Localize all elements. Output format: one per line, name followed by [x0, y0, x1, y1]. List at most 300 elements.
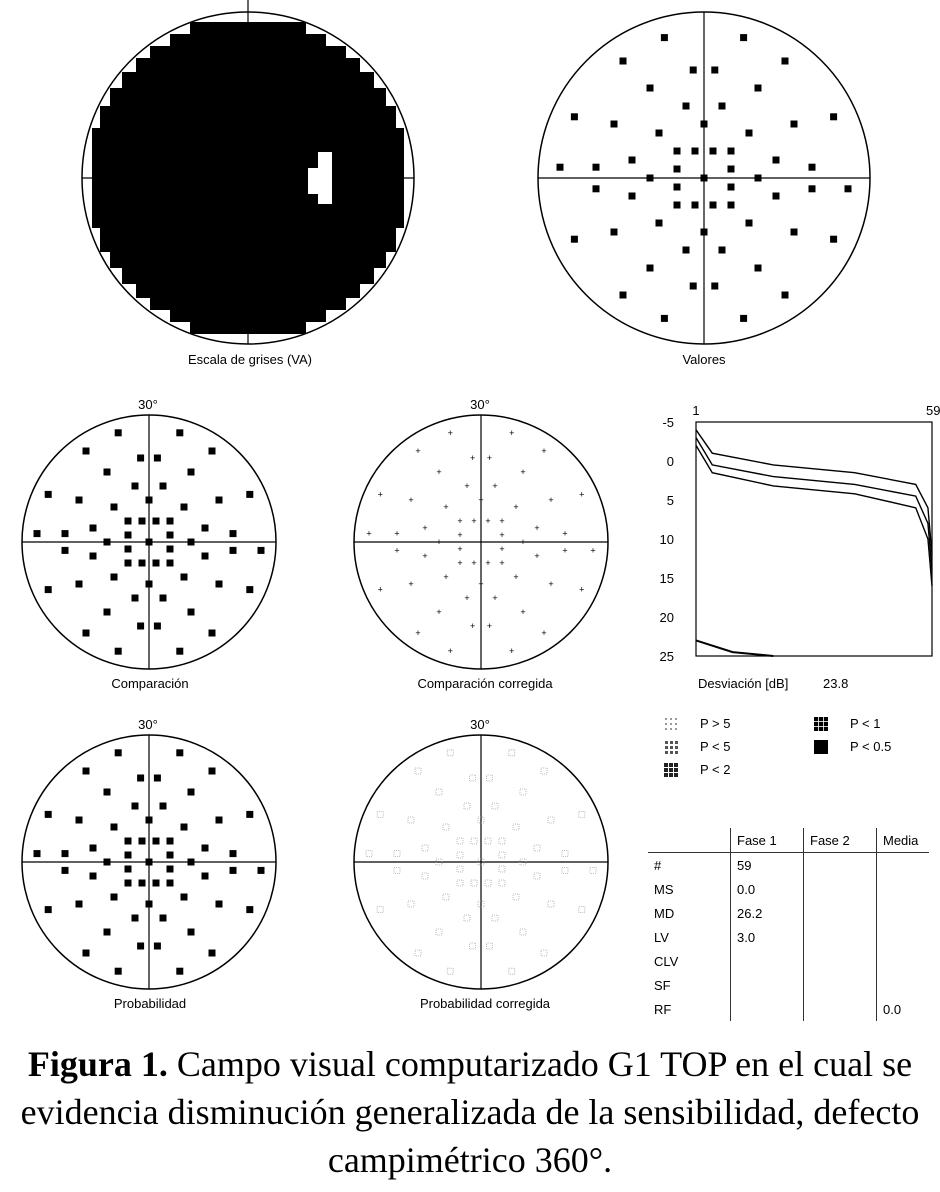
field-point	[104, 469, 111, 476]
field-point	[115, 968, 122, 975]
field-point: +	[499, 544, 505, 554]
field-point	[181, 824, 188, 831]
stats-value	[877, 925, 930, 949]
field-point	[167, 838, 174, 845]
field-point	[125, 532, 132, 539]
field-point	[647, 85, 654, 92]
field-point: +	[520, 537, 526, 547]
field-point	[246, 491, 253, 498]
field-point	[656, 220, 663, 227]
field-point	[137, 775, 144, 782]
field-point	[146, 901, 153, 908]
stats-label: #	[654, 857, 662, 873]
field-point	[115, 429, 122, 436]
field-point	[45, 811, 52, 818]
stats-value	[804, 949, 877, 973]
field-point	[692, 148, 699, 155]
field-point	[202, 873, 209, 880]
field-point	[181, 574, 188, 581]
stats-value	[804, 973, 877, 997]
field-point	[499, 838, 505, 844]
field-point	[690, 67, 697, 74]
comparison-field	[20, 413, 278, 671]
field-point: +	[499, 530, 505, 540]
field-point	[160, 595, 167, 602]
field-point	[485, 880, 491, 886]
field-point: +	[471, 516, 477, 526]
field-point: +	[457, 530, 463, 540]
field-point: +	[548, 495, 554, 505]
field-point	[415, 950, 421, 956]
field-point: +	[366, 528, 372, 539]
stats-value	[877, 973, 930, 997]
field-point	[571, 113, 578, 120]
comparison-degree-label: 30°	[138, 397, 158, 412]
legend-swatch-p1	[814, 717, 828, 731]
field-point	[76, 581, 83, 588]
field-point	[76, 497, 83, 504]
stats-table	[648, 828, 929, 1021]
field-point	[137, 623, 144, 630]
field-point	[701, 121, 708, 128]
deviation-chart	[650, 400, 938, 670]
stats-value: 0.0	[731, 877, 804, 901]
field-point	[246, 586, 253, 593]
field-point	[139, 560, 146, 567]
deviation-series-line	[696, 445, 932, 585]
field-point: +	[513, 572, 519, 582]
field-point	[139, 518, 146, 525]
field-point	[216, 581, 223, 588]
probability-caption: Probabilidad	[113, 996, 187, 1011]
field-point	[436, 789, 442, 795]
field-point: +	[447, 427, 453, 438]
field-point	[188, 609, 195, 616]
field-point	[125, 560, 132, 567]
legend-label: P < 2	[700, 762, 731, 777]
stats-value	[731, 973, 804, 997]
probability-field	[20, 733, 278, 991]
field-point	[125, 866, 132, 873]
field-point	[719, 103, 726, 110]
field-point	[153, 838, 160, 845]
field-point	[154, 775, 161, 782]
field-point	[115, 749, 122, 756]
y-tick-label: 25	[659, 649, 674, 664]
field-point	[457, 838, 463, 844]
field-point	[620, 292, 627, 299]
field-point: +	[394, 545, 400, 556]
table-row	[648, 877, 929, 901]
field-point	[590, 867, 596, 873]
deviation-value: 23.8	[823, 676, 849, 691]
field-point	[457, 852, 463, 858]
field-point	[629, 193, 636, 200]
field-point	[146, 497, 153, 504]
field-point	[139, 880, 146, 887]
field-point: +	[457, 558, 463, 568]
y-tick-label: 5	[666, 493, 674, 508]
field-point: +	[436, 537, 442, 547]
field-point	[90, 553, 97, 560]
field-point	[62, 547, 69, 554]
field-point	[728, 184, 735, 191]
field-point: +	[485, 516, 491, 526]
field-point	[656, 130, 663, 137]
field-point	[436, 929, 442, 935]
field-point	[548, 901, 554, 907]
field-point	[216, 817, 223, 824]
field-point	[711, 283, 718, 290]
stats-value	[877, 853, 930, 878]
field-point	[154, 455, 161, 462]
field-point	[611, 229, 618, 236]
field-point: +	[415, 628, 421, 638]
field-point	[188, 789, 195, 796]
field-point	[562, 867, 568, 873]
field-point: +	[579, 489, 585, 500]
field-point: +	[509, 646, 515, 657]
field-point	[845, 185, 852, 192]
stats-value: 26.2	[731, 901, 804, 925]
field-point	[104, 539, 111, 546]
field-point	[34, 850, 41, 857]
field-point	[746, 220, 753, 227]
field-point	[457, 880, 463, 886]
field-point: +	[443, 502, 449, 512]
field-point	[629, 157, 636, 164]
field-point	[499, 866, 505, 872]
probability-corrected-field	[352, 733, 610, 991]
field-point	[230, 530, 237, 537]
stats-label: SF	[654, 977, 671, 993]
field-point	[782, 58, 789, 65]
field-point	[167, 560, 174, 567]
field-point	[209, 768, 216, 775]
field-point: +	[541, 446, 547, 456]
field-point	[701, 229, 708, 236]
field-point	[202, 525, 209, 532]
field-point	[167, 532, 174, 539]
field-point	[76, 817, 83, 824]
field-point	[773, 157, 780, 164]
field-point: +	[509, 427, 515, 438]
legend-swatch-p05	[814, 740, 828, 754]
field-point	[492, 915, 498, 921]
field-point	[167, 546, 174, 553]
field-point: +	[478, 537, 484, 547]
field-point	[160, 915, 167, 922]
field-point	[674, 166, 681, 173]
field-point: +	[590, 545, 596, 556]
field-point	[111, 574, 118, 581]
field-point	[683, 103, 690, 110]
field-point: +	[548, 579, 554, 589]
field-point	[139, 838, 146, 845]
field-point: +	[457, 516, 463, 526]
y-tick-label: 0	[666, 454, 674, 469]
field-point	[485, 838, 491, 844]
field-point	[534, 873, 540, 879]
field-point: +	[486, 621, 493, 631]
field-point	[464, 915, 470, 921]
field-point	[541, 768, 547, 774]
field-point	[486, 943, 492, 949]
field-point	[160, 803, 167, 810]
stats-value: 0.0	[877, 997, 930, 1021]
field-point	[711, 67, 718, 74]
stats-value	[731, 997, 804, 1021]
field-point	[755, 265, 762, 272]
field-point	[216, 497, 223, 504]
field-point	[34, 530, 41, 537]
field-point	[115, 648, 122, 655]
field-point	[137, 943, 144, 950]
field-point	[830, 236, 837, 243]
x-tick-label: 59	[926, 403, 940, 418]
field-point	[230, 547, 237, 554]
field-point: +	[408, 495, 414, 505]
field-point	[492, 803, 498, 809]
field-point: +	[562, 545, 568, 556]
field-point	[154, 623, 161, 630]
y-tick-label: 20	[659, 610, 674, 625]
field-point	[755, 175, 762, 182]
field-point	[188, 539, 195, 546]
field-point: +	[464, 481, 470, 491]
field-point: +	[457, 544, 463, 554]
field-point	[562, 851, 568, 857]
field-point: +	[447, 646, 453, 657]
field-point	[701, 175, 708, 182]
field-point	[408, 901, 414, 907]
stats-header: Media	[877, 828, 930, 853]
field-point	[167, 852, 174, 859]
field-point	[746, 130, 753, 137]
field-point: +	[377, 584, 383, 595]
field-point: +	[408, 579, 414, 589]
field-point	[62, 530, 69, 537]
field-point	[773, 193, 780, 200]
field-point	[548, 817, 554, 823]
field-point	[710, 202, 717, 209]
field-point	[674, 202, 681, 209]
field-point	[45, 491, 52, 498]
field-point	[728, 166, 735, 173]
field-point	[90, 525, 97, 532]
legend-swatch-p5b	[664, 740, 678, 754]
field-point: +	[562, 528, 568, 539]
field-point	[471, 838, 477, 844]
field-point	[443, 894, 449, 900]
field-point	[125, 852, 132, 859]
field-point	[111, 504, 118, 511]
field-point: +	[534, 551, 540, 561]
field-point	[62, 867, 69, 874]
field-point	[513, 894, 519, 900]
legend-swatch-p2	[664, 763, 678, 777]
field-point	[83, 630, 90, 637]
stats-value: 59	[731, 853, 804, 878]
field-point: +	[541, 628, 547, 638]
field-point	[394, 867, 400, 873]
field-point	[683, 247, 690, 254]
probability-corrected-degree-label: 30°	[470, 717, 490, 732]
comparison-corrected-degree-label: 30°	[470, 397, 490, 412]
field-point: +	[486, 453, 493, 463]
stats-value	[804, 925, 877, 949]
field-point	[830, 113, 837, 120]
deviation-ylabel: Desviación [dB]	[698, 676, 789, 691]
stats-header: Fase 2	[804, 828, 877, 853]
field-point	[104, 929, 111, 936]
field-point	[132, 595, 139, 602]
field-point	[499, 880, 505, 886]
field-point	[188, 469, 195, 476]
field-point	[146, 539, 153, 546]
comparison-caption: Comparación	[111, 676, 189, 691]
stats-value	[877, 949, 930, 973]
field-point	[809, 164, 816, 171]
field-point	[83, 950, 90, 957]
stats-value	[804, 877, 877, 901]
field-point	[176, 648, 183, 655]
values-caption: Valores	[682, 352, 726, 367]
stats-value	[877, 877, 930, 901]
deviation-series-line	[696, 640, 773, 656]
field-point	[620, 58, 627, 65]
legend-label: P < 1	[850, 716, 881, 731]
field-point	[422, 845, 428, 851]
field-point: +	[422, 523, 428, 533]
field-point	[782, 292, 789, 299]
field-point	[90, 845, 97, 852]
field-point	[740, 315, 747, 322]
field-point	[83, 768, 90, 775]
field-point	[447, 750, 453, 756]
field-point	[132, 915, 139, 922]
field-point	[674, 148, 681, 155]
stats-label: RF	[654, 1001, 672, 1017]
field-point	[230, 867, 237, 874]
stats-value	[877, 901, 930, 925]
legend-swatch-p5	[664, 717, 678, 731]
field-point	[125, 838, 132, 845]
stats-label: MS	[654, 881, 674, 897]
field-point	[146, 817, 153, 824]
field-point: +	[394, 528, 400, 539]
field-point	[579, 811, 585, 817]
field-point: +	[422, 551, 428, 561]
field-point	[791, 229, 798, 236]
field-point	[181, 504, 188, 511]
field-point	[593, 164, 600, 171]
gray-scale-caption: Escala de grises (VA)	[187, 352, 313, 367]
gray-scale-field	[80, 0, 420, 345]
field-point	[470, 775, 476, 781]
table-row	[648, 997, 929, 1021]
field-point	[45, 586, 52, 593]
field-point	[104, 789, 111, 796]
stats-label: MD	[654, 905, 675, 921]
field-point: +	[377, 489, 383, 500]
field-point	[509, 750, 515, 756]
field-point	[83, 448, 90, 455]
field-point: +	[485, 558, 491, 568]
comparison-corrected-caption: Comparación corregida	[417, 676, 553, 691]
field-point	[176, 968, 183, 975]
figure-caption	[0, 1040, 940, 1184]
field-point: +	[520, 467, 526, 477]
field-point	[447, 968, 453, 974]
field-point	[464, 803, 470, 809]
field-point	[45, 906, 52, 913]
field-point: +	[469, 621, 476, 631]
field-point	[809, 185, 816, 192]
field-point: +	[415, 446, 421, 456]
y-tick-label: -5	[662, 415, 674, 430]
field-point	[188, 859, 195, 866]
field-point	[132, 483, 139, 490]
field-point	[230, 850, 237, 857]
field-point	[153, 560, 160, 567]
table-row	[648, 949, 929, 973]
field-point	[611, 121, 618, 128]
field-point	[167, 866, 174, 873]
field-point: +	[464, 593, 470, 603]
field-point	[520, 929, 526, 935]
field-point	[541, 950, 547, 956]
field-point	[209, 630, 216, 637]
field-point	[62, 850, 69, 857]
field-point	[791, 121, 798, 128]
y-tick-label: 10	[659, 532, 674, 547]
field-point	[246, 811, 253, 818]
field-point	[246, 906, 253, 913]
field-point	[513, 824, 519, 830]
field-point	[104, 609, 111, 616]
field-point	[202, 845, 209, 852]
field-point	[104, 859, 111, 866]
field-point	[579, 907, 585, 913]
field-point	[167, 518, 174, 525]
field-point	[674, 184, 681, 191]
field-point	[520, 789, 526, 795]
field-point	[146, 859, 153, 866]
field-point	[90, 873, 97, 880]
field-point: +	[469, 453, 476, 463]
figure-caption-text: Campo visual computarizado G1 TOP en el cual se evidencia disminución generalizada de la sensibilidad, defecto campimétrico 360°.	[20, 1044, 920, 1180]
field-point	[153, 518, 160, 525]
field-point: +	[492, 593, 498, 603]
stats-label: CLV	[654, 953, 679, 969]
field-point	[486, 775, 492, 781]
field-point: +	[471, 558, 477, 568]
field-point: +	[513, 502, 519, 512]
field-point: +	[499, 558, 505, 568]
field-point	[457, 866, 463, 872]
field-point	[755, 85, 762, 92]
field-point: +	[534, 523, 540, 533]
field-point: +	[579, 584, 585, 595]
stats-header: Fase 1	[731, 828, 804, 853]
field-point	[571, 236, 578, 243]
field-point	[408, 817, 414, 823]
stats-label: LV	[654, 929, 669, 945]
stats-value	[731, 949, 804, 973]
field-point	[470, 943, 476, 949]
probability-degree-label: 30°	[138, 717, 158, 732]
